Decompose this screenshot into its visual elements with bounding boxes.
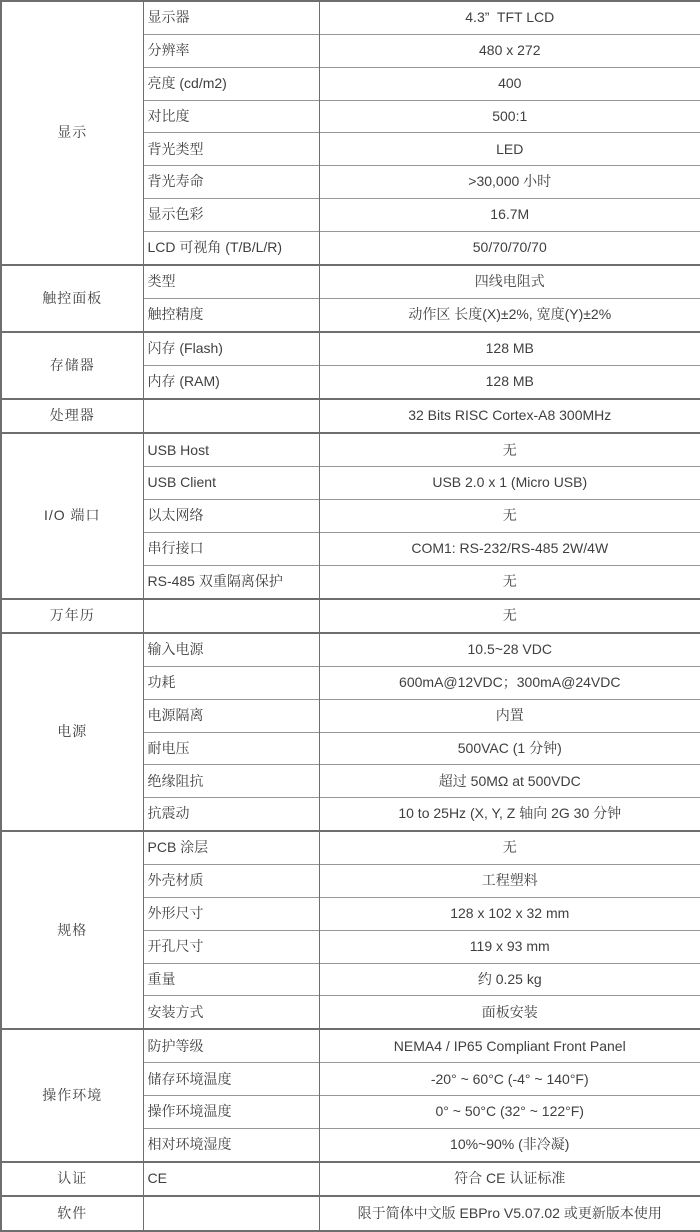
table-row	[1, 399, 700, 433]
spec-label-cell: 串行接口	[143, 532, 319, 565]
spec-value-cell: 无	[319, 831, 700, 865]
spec-label-cell: 类型	[143, 265, 319, 299]
spec-table-body	[1, 1, 700, 1231]
spec-value-cell: 10.5~28 VDC	[319, 633, 700, 667]
spec-value-cell: 480 x 272	[319, 35, 700, 68]
spec-value-cell: NEMA4 / IP65 Compliant Front Panel	[319, 1029, 700, 1063]
spec-value-cell: 500:1	[319, 100, 700, 133]
spec-value-cell: 128 MB	[319, 332, 700, 366]
spec-value-cell: 无	[319, 433, 700, 467]
spec-label-cell: 背光寿命	[143, 166, 319, 199]
category-cell: 软件	[1, 1196, 143, 1231]
spec-label-cell: 显示器	[143, 1, 319, 35]
table-row	[1, 633, 700, 667]
table-row	[1, 332, 700, 366]
spec-value-cell: 119 x 93 mm	[319, 930, 700, 963]
spec-value-cell: USB 2.0 x 1 (Micro USB)	[319, 467, 700, 500]
spec-label-cell: 对比度	[143, 100, 319, 133]
spec-label-cell: 输入电源	[143, 633, 319, 667]
spec-value-cell: LED	[319, 133, 700, 166]
table-row	[1, 1162, 700, 1196]
spec-value-cell: 4.3” TFT LCD	[465, 9, 555, 26]
spec-label-cell: 开孔尺寸	[143, 930, 319, 963]
spec-label-cell: 外壳材质	[143, 865, 319, 898]
spec-label-cell: 储存环境温度	[143, 1063, 319, 1096]
table-row	[1, 1, 700, 35]
category-cell: 规格	[1, 831, 143, 1029]
table-row	[1, 599, 700, 633]
category-cell: 显示	[1, 1, 143, 265]
spec-value-cell: 超过 50MΩ at 500VDC	[319, 765, 700, 798]
spec-value-cell: -20° ~ 60°C (-4° ~ 140°F)	[319, 1063, 700, 1096]
spec-label-cell: CE	[143, 1162, 319, 1196]
spec-value-cell: 符合 CE 认证标准	[319, 1162, 700, 1196]
spec-label-cell: 外形尺寸	[143, 898, 319, 931]
spec-value-cell: 32 Bits RISC Cortex-A8 300MHz	[319, 399, 700, 433]
spec-value-cell: 工程塑料	[319, 865, 700, 898]
spec-label-cell: USB Host	[143, 433, 319, 467]
spec-label-cell: 相对环境湿度	[143, 1129, 319, 1163]
spec-value-cell: 50/70/70/70	[319, 231, 700, 265]
spec-value-cell: COM1: RS-232/RS-485 2W/4W	[319, 532, 700, 565]
spec-value-cell: 16.7M	[319, 199, 700, 232]
spec-value-cell: 内置	[319, 699, 700, 732]
category-cell: 处理器	[1, 399, 143, 433]
spec-label-cell: LCD 可视角 (T/B/L/R)	[143, 231, 319, 265]
spec-label-cell: 触控精度	[143, 298, 319, 332]
spec-label-cell	[143, 599, 319, 633]
spec-label-cell: 电源隔离	[143, 699, 319, 732]
spec-value-cell: 0° ~ 50°C (32° ~ 122°F)	[319, 1096, 700, 1129]
spec-value-cell: 10 to 25Hz (X, Y, Z 轴向 2G 30 分钟	[319, 798, 700, 832]
spec-value-cell: 128 x 102 x 32 mm	[319, 898, 700, 931]
spec-label-cell: 功耗	[143, 666, 319, 699]
table-row	[1, 265, 700, 299]
spec-label-cell: 绝缘阻抗	[143, 765, 319, 798]
spec-value-cell: 10%~90% (非冷凝)	[319, 1129, 700, 1163]
spec-label-cell: USB Client	[143, 467, 319, 500]
category-cell: 万年历	[1, 599, 143, 633]
spec-value-cell: 500VAC (1 分钟)	[319, 732, 700, 765]
table-row	[1, 831, 700, 865]
spec-value-cell: 无	[319, 500, 700, 533]
category-cell: 存储器	[1, 332, 143, 399]
spec-value-cell: 面板安装	[319, 996, 700, 1030]
spec-value-cell: 四线电阻式	[319, 265, 700, 299]
spec-value-cell: 动作区 长度(X)±2%, 宽度(Y)±2%	[319, 298, 700, 332]
spec-label-cell: 以太网络	[143, 500, 319, 533]
table-row	[1, 433, 700, 467]
spec-value-cell: >30,000 小时	[319, 166, 700, 199]
category-cell: I/O 端口	[1, 433, 143, 598]
spec-label-cell: PCB 涂层	[143, 831, 319, 865]
category-cell: 电源	[1, 633, 143, 831]
spec-label-cell: 安装方式	[143, 996, 319, 1030]
spec-label-cell	[143, 1196, 319, 1231]
spec-label-cell: 重量	[143, 963, 319, 996]
spec-value-cell: 128 MB	[319, 365, 700, 399]
spec-value-cell: 400	[319, 67, 700, 100]
category-cell: 触控面板	[1, 265, 143, 332]
spec-value-cell: 限于简体中文版 EBPro V5.07.02 或更新版本使用	[319, 1196, 700, 1231]
category-cell: 操作环境	[1, 1029, 143, 1162]
spec-label-cell: 耐电压	[143, 732, 319, 765]
table-row	[1, 1029, 700, 1063]
spec-value-cell: 无	[319, 565, 700, 599]
spec-label-cell: 防护等级	[143, 1029, 319, 1063]
spec-label-cell: 闪存 (Flash)	[143, 332, 319, 366]
spec-label-cell: 显示色彩	[143, 199, 319, 232]
spec-label-cell: RS-485 双重隔离保护	[143, 565, 319, 599]
category-cell: 认证	[1, 1162, 143, 1196]
spec-value-cell: 约 0.25 kg	[319, 963, 700, 996]
spec-value-cell: 600mA@12VDC；300mA@24VDC	[319, 666, 700, 699]
spec-label-cell	[143, 399, 319, 433]
spec-value-cell: 无	[319, 599, 700, 633]
spec-label-cell: 分辨率	[143, 35, 319, 68]
spec-label-cell: 抗震动	[143, 798, 319, 832]
spec-label-cell: 背光类型	[143, 133, 319, 166]
table-row	[1, 1196, 700, 1231]
spec-label-cell: 亮度 (cd/m2)	[143, 67, 319, 100]
spec-label-cell: 操作环境温度	[143, 1096, 319, 1129]
spec-label-cell: 内存 (RAM)	[143, 365, 319, 399]
